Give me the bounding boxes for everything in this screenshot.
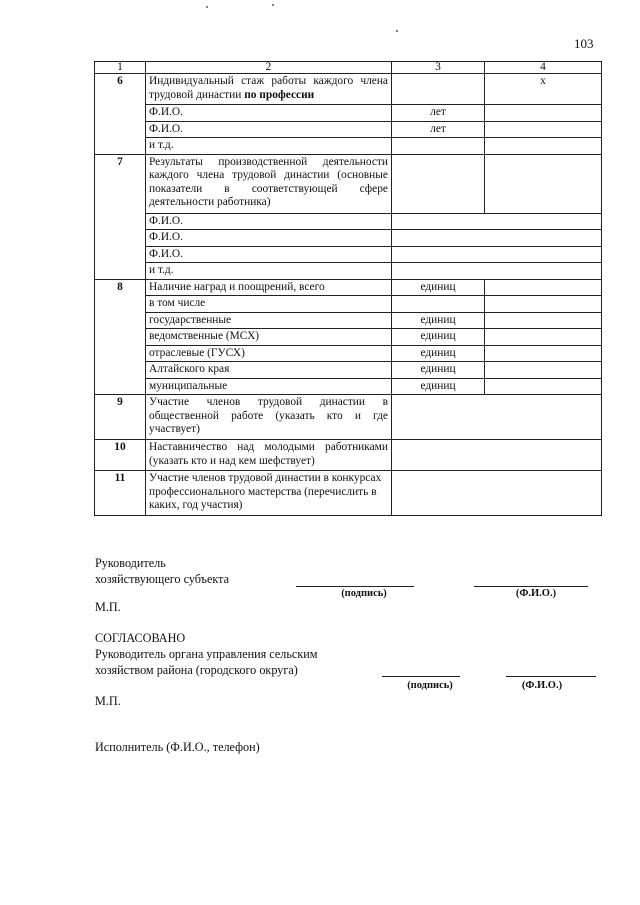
subrow-label: Ф.И.О.: [146, 105, 392, 122]
value-cell: [392, 395, 602, 440]
value-cell: [392, 154, 485, 213]
unit-cell: [392, 138, 485, 155]
row-title: Участие членов трудовой династии в общественной работе (указать кто и где участвует): [146, 395, 392, 440]
table-row: [95, 74, 602, 105]
table-row: [95, 213, 602, 230]
scan-speck: [396, 30, 398, 32]
table-row: [95, 471, 602, 516]
row-title: [146, 74, 392, 105]
value-cell: [392, 230, 602, 247]
value-cell: [392, 246, 602, 263]
table-row: [95, 440, 602, 471]
header-cell: 4: [485, 62, 602, 74]
table-row: [95, 362, 602, 379]
row-number: 9: [95, 395, 146, 440]
page-number: 103: [574, 36, 594, 51]
unit-cell: лет: [392, 105, 485, 122]
table-row: [95, 230, 602, 247]
row-number: 11: [95, 471, 146, 516]
row-title: Наставничество над молодыми работниками (указать кто и над кем шефствует): [146, 440, 392, 471]
value-cell: [485, 279, 602, 296]
table-row: [95, 263, 602, 280]
unit-cell: [392, 296, 485, 313]
agency-fio-caption: (Ф.И.О.): [521, 680, 563, 691]
unit-cell: единиц: [392, 279, 485, 296]
stamp-place-label: М.П.: [95, 600, 121, 614]
table-row: [95, 395, 602, 440]
row-number: 7: [95, 154, 146, 279]
value-cell: [392, 471, 602, 516]
agency-signature-line[interactable]: [382, 676, 460, 677]
subrow-label: в том числе: [146, 296, 392, 313]
value-cell: [392, 74, 485, 105]
table-row: [95, 154, 602, 213]
subrow-label: ведомственные (МСХ): [146, 329, 392, 346]
agreed-heading: СОГЛАСОВАНО: [95, 631, 186, 645]
value-cell: [485, 105, 602, 122]
row-title: Результаты производственной деятельности каждого члена трудовой династии (основные показатели в соответствующей сфере деятельности работника): [146, 154, 392, 213]
row-title-emphasis: по профессии: [244, 88, 315, 101]
value-cell: [485, 362, 602, 379]
subrow-label: муниципальные: [146, 378, 392, 395]
subrow-label: и т.д.: [146, 263, 392, 280]
table-row: [95, 296, 602, 313]
table-row: [95, 246, 602, 263]
row-number: 8: [95, 279, 146, 395]
unit-cell: единиц: [392, 362, 485, 379]
scan-speck: [206, 6, 208, 8]
header-cell: 1: [95, 62, 146, 74]
row-title: Наличие наград и поощрений, всего: [146, 279, 392, 296]
table-row: [95, 279, 602, 296]
unit-cell: единиц: [392, 329, 485, 346]
header-cell: 3: [392, 62, 485, 74]
table-row: [95, 138, 602, 155]
table-row: [95, 378, 602, 395]
executor-label: Исполнитель (Ф.И.О., телефон): [95, 740, 260, 754]
head-fio-line[interactable]: [474, 586, 588, 587]
value-cell: [485, 121, 602, 138]
unit-cell: единиц: [392, 378, 485, 395]
dynasty-info-table: [94, 61, 602, 516]
row-title-text: Индивидуальный стаж работы каждого члена трудовой династии: [149, 75, 388, 101]
stamp-place-label: М.П.: [95, 694, 121, 708]
row-number: 6: [95, 74, 146, 155]
value-cell: [392, 263, 602, 280]
unit-cell: единиц: [392, 312, 485, 329]
agency-title-line2: хозяйством района (городского округа): [95, 663, 298, 677]
unit-cell: лет: [392, 121, 485, 138]
subrow-label: Алтайского края: [146, 362, 392, 379]
value-cell: [485, 296, 602, 313]
head-title-line1: Руководитель: [95, 556, 166, 570]
table-row: [95, 105, 602, 122]
row-title: Участие членов трудовой династии в конкурсах профессионального мастерства (перечислить в каких, год участия): [146, 471, 392, 516]
head-signature-caption: (подпись): [341, 588, 387, 599]
scan-speck: [272, 4, 274, 6]
table-row: [95, 121, 602, 138]
subrow-label: отраслевые (ГУСХ): [146, 345, 392, 362]
subrow-label: Ф.И.О.: [146, 230, 392, 247]
head-signature-line[interactable]: [296, 586, 414, 587]
header-cell: 2: [146, 62, 392, 74]
value-cell: [485, 138, 602, 155]
subrow-label: государственные: [146, 312, 392, 329]
value-cell: [485, 378, 602, 395]
value-cell: [392, 440, 602, 471]
unit-cell: единиц: [392, 345, 485, 362]
subrow-label: Ф.И.О.: [146, 246, 392, 263]
value-cell: х: [485, 74, 602, 105]
subrow-label: Ф.И.О.: [146, 213, 392, 230]
subrow-label: Ф.И.О.: [146, 121, 392, 138]
agency-signature-caption: (подпись): [407, 680, 453, 691]
head-title-line2: хозяйствующего субъекта: [95, 572, 230, 586]
agency-fio-line[interactable]: [506, 676, 596, 677]
table-header-row: [95, 62, 602, 74]
value-cell: [485, 154, 602, 213]
table-row: [95, 312, 602, 329]
row-number: 10: [95, 440, 146, 471]
value-cell: [485, 312, 602, 329]
subrow-label: и т.д.: [146, 138, 392, 155]
table-row: [95, 329, 602, 346]
agency-title-line1: Руководитель органа управления сельским: [95, 647, 318, 661]
head-fio-caption: (Ф.И.О.): [515, 588, 557, 599]
value-cell: [392, 213, 602, 230]
table-row: [95, 345, 602, 362]
value-cell: [485, 345, 602, 362]
value-cell: [485, 329, 602, 346]
